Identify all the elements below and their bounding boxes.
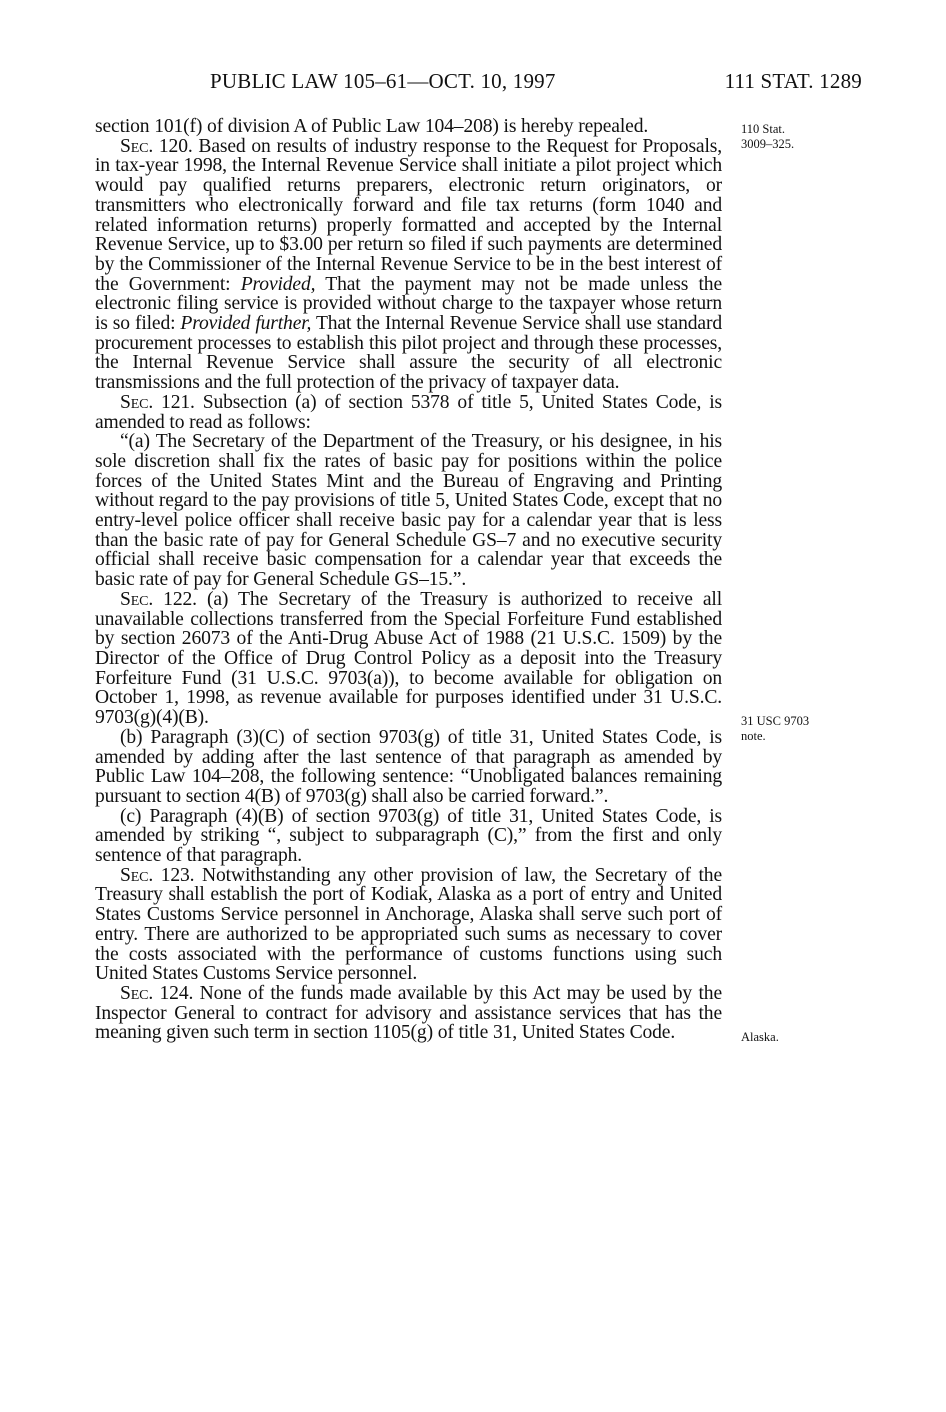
section-124 xyxy=(95,984,722,1043)
section-label: Sec. 120. xyxy=(120,135,193,157)
section-120 xyxy=(95,137,722,393)
section-text: Subsection (a) of section 5378 of title 5, United States Code, is amended to read as follows: xyxy=(95,391,722,433)
header-stat-page: 111 STAT. 1289 xyxy=(724,69,862,93)
section-123 xyxy=(95,866,722,984)
margin-note-110-stat xyxy=(741,122,851,152)
margin-note-line: 31 USC 9703 xyxy=(741,714,810,728)
running-header xyxy=(210,66,862,96)
margin-note-line: 110 Stat. xyxy=(741,122,785,136)
section-122-c: (c) Paragraph (4)(B) of section 9703(g) of title 31, United States Code, is amended by striking “, subject to subparagraph (C),” from the first and only sentence of that paragraph. xyxy=(95,805,722,867)
section-text: None of the funds made available by this Act may be used by the Inspector General to contract for advisory and assistance services that has the meaning given such term in section 1105(g) of title 31, United States Code. xyxy=(95,982,722,1044)
section-text: That the payment may not be made unless the electronic filing service is provided without charge to the taxpayer whose return is so filed: xyxy=(95,273,723,335)
margin-note-31-usc xyxy=(741,714,851,744)
section-text: Based on results of industry response to the Request for Proposals, in tax-year 1998, the Internal Revenue Service shall initiate a pilot project which would pay qualified returns preparers, electronic return originators, or transmitters who electronically forward and file tax returns (form 1040 and related information returns) properly formatted and accepted by the Internal Revenue Service, up to $3.00 per return so filed if such payments are determined by the Commissioner of the Internal Revenue Service to be in the best interest of the Government: xyxy=(95,135,722,295)
margin-note-alaska xyxy=(741,1030,851,1045)
proviso-label: Provided, xyxy=(240,273,316,295)
paragraph-repeal: section 101(f) of division A of Public Law 104–208) is hereby repealed. xyxy=(95,116,649,137)
section-label: Sec. 121. xyxy=(120,391,195,413)
section-121-quoted-text: “(a) The Secretary of the Department of the Treasury, or his designee, in his sole discretion shall fix the rates of basic pay for positions within the police forces of the United States Mint and the Bureau of Engraving and Printing without regard to the pay provisions of title 5, United States Code, except that no entry-level police officer shall receive basic pay for a calendar year that is less than the basic rate of pay for General Schedule GS–7 and no executive security official shall receive basic compensation for a calendar year that exceeds the basic rate of pay for General Schedule GS–15.”. xyxy=(95,431,722,591)
statute-body xyxy=(95,117,722,1043)
section-text: Notwithstanding any other provision of law, the Secretary of the Treasury shall establish the port of Kodiak, Alaska as a port of entry and United States Customs Service personnel in Anchorage, Alaska shall serve such port of entry. There are authorized to be appropriated such sums as necessary to cover the costs associated with the performance of customs functions using such United States Customs Service personnel. xyxy=(95,864,722,985)
margin-note-line: 3009–325. xyxy=(741,137,795,151)
proviso-label: Provided further, xyxy=(180,313,312,335)
margin-note-line: note. xyxy=(741,729,766,743)
section-text: That the Internal Revenue Service shall use standard procurement processes to establish this pilot project and through these processes, the Internal Revenue Service shall assure the security of all electronic transmissions and the full protection of the privacy of taxpayer data. xyxy=(95,313,722,394)
section-122-a xyxy=(95,590,722,728)
section-121 xyxy=(95,393,722,432)
section-label: Sec. 122. xyxy=(120,588,197,610)
margin-note-line: Alaska. xyxy=(741,1030,779,1044)
section-122-b: (b) Paragraph (3)(C) of section 9703(g) of title 31, United States Code, is amended by adding after the last sentence of that paragraph as amended by Public Law 104–208, the following sentence: “Unobligated balances remaining pursuant to section 4(B) of 9703(g) shall also be carried forward.”. xyxy=(95,726,722,807)
header-title: PUBLIC LAW 105–61—OCT. 10, 1997 xyxy=(210,69,556,93)
section-text: (a) The Secretary of the Treasury is authorized to receive all unavailable collections transferred from the Special Forfeiture Fund established by section 26073 of the Anti-Drug Abuse Act of 1988 (21 U.S.C. 1509) by the Director of the Office of Drug Control Policy as a deposit into the Treasury Forfeiture Fund (31 U.S.C. 9703(a)), to become available for obligation on October 1, 1998, as revenue available for purposes identified under 31 U.S.C. 9703(g)(4)(B). xyxy=(95,588,722,729)
section-label: Sec. 123. xyxy=(120,864,195,886)
section-label: Sec. 124. xyxy=(120,982,194,1004)
